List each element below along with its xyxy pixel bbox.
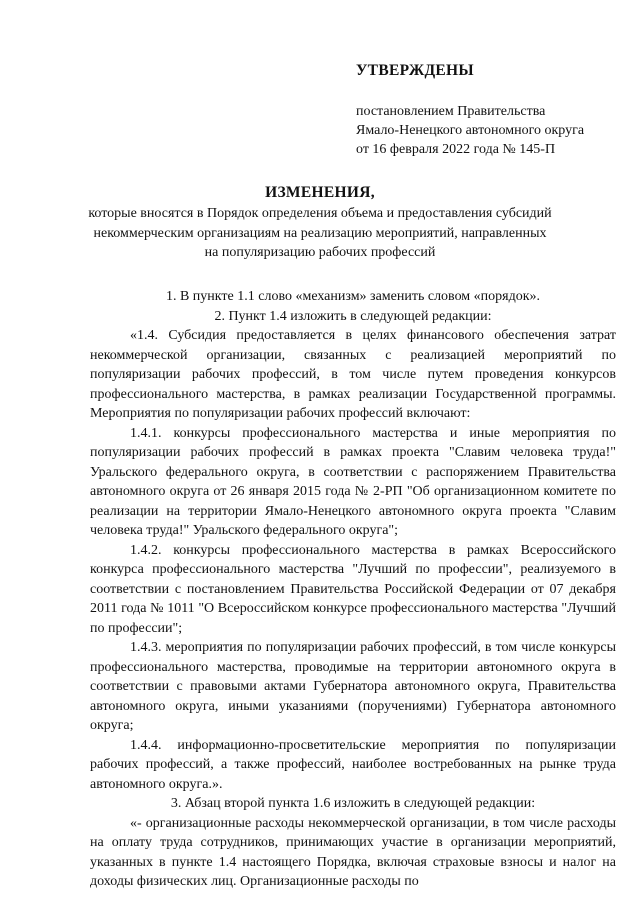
approval-stamp — [356, 62, 626, 159]
paragraph-1-4: «1.4. Субсидия предоставляется в целях финансового обеспечения затрат некоммерческой организации, связанных с реализацией мероприятий по популяризации рабочих профессий, в том числе путем проведения конкурсов профессионального мастерства, в рамках реализации Государственной программы. Мероприятия по популяризации рабочих профессий включают: — [90, 328, 616, 421]
paragraph-1-6: «- организационные расходы некоммерческой организации, в том числе расходы на оплату труда сотрудников, принимающих участие в организации мероприятий, указанных в пункте 1.4 настоящего Порядка, включая страховые взносы и налог на доходы физических лиц. Организационные расходы по — [90, 815, 616, 889]
document-title: ИЗМЕНЕНИЯ, — [265, 184, 375, 201]
document-subtitle-line: которые вносятся в Порядок определения объема и предоставления субсидий — [88, 206, 552, 221]
approval-line: от 16 февраля 2022 года № 145-П — [356, 142, 556, 157]
paragraph-item-1: 1. В пункте 1.1 слово «механизм» заменить словом «порядок». — [165, 289, 541, 304]
document-body — [90, 287, 616, 892]
document-subtitle-line: на популяризацию рабочих профессий — [204, 245, 436, 260]
paragraph-1-4-2: 1.4.2. конкурсы профессионального мастерства в рамках Всероссийского конкурса профессионального мастерства "Лучший по профессии", реализуемого в соответствии с постановлением Правительства Российской Федерации от 07 декабря 2011 года № 1011 "О Всероссийском конкурсе профессионального мастерства "Лучший по профессии"; — [90, 542, 616, 636]
paragraph-1-4-3: 1.4.3. мероприятия по популяризации рабочих профессий, в том числе конкурсы профессионального мастерства, проводимые на территории автономного округа в соответствии с правовыми актами Губернатора автономного округа, Правительства автономного округа, иными указаниями (поручениями) Губернатора автономного округа; — [90, 640, 616, 733]
approval-title: УТВЕРЖДЕНЫ — [356, 62, 474, 79]
paragraph-item-2: 2. Пункт 1.4 изложить в следующей редакции: — [214, 308, 492, 324]
approval-line: постановлением Правительства — [356, 104, 546, 119]
paragraph-item-3: 3. Абзац второй пункта 1.6 изложить в следующей редакции: — [170, 796, 536, 811]
paragraph-1-4-4: 1.4.4. информационно-просветительские мероприятия по популяризации рабочих профессий, а также профессий, наиболее востребованных на рынке труда автономного округа.». — [90, 737, 616, 792]
document-heading — [0, 182, 640, 263]
paragraph-1-4-1: 1.4.1. конкурсы профессионального мастерства и иные мероприятия по популяризации рабочих профессий в рамках проекта "Славим человека труда!" Уральского федерального округа, в соответствии с распоряжением Правительства автономного округа от 26 января 2015 года № 2-РП "Об организационном комитете по реализации на территории Ямало-Ненецкого автономного округа проекта "Славим человека труда!" Уральского федерального округа"; — [90, 425, 616, 538]
approval-line: Ямало-Ненецкого автономного округа — [356, 123, 585, 138]
document-subtitle-line: некоммерческим организациям на реализацию мероприятий, направленных — [93, 225, 547, 241]
